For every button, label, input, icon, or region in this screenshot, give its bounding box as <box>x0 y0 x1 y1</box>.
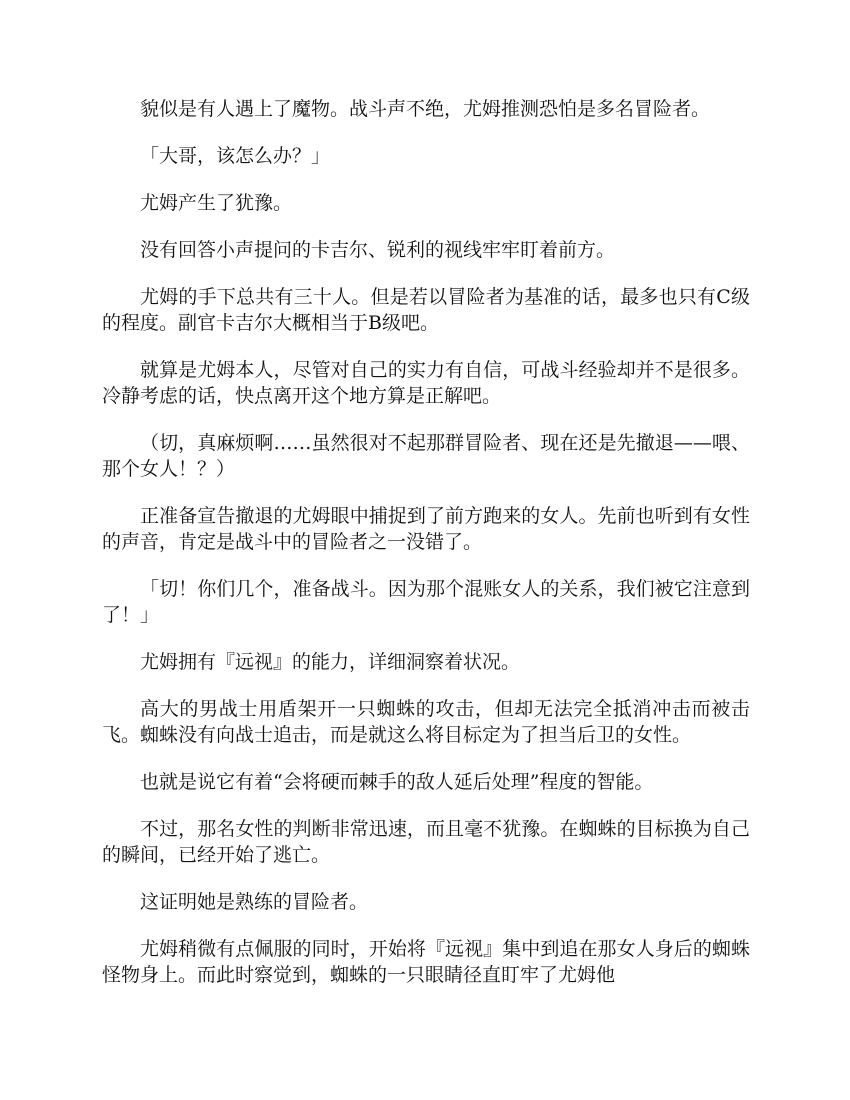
paragraph: 「大哥，该怎么办？」 <box>140 145 331 167</box>
paragraph: 就算是尤姆本人，尽管对自己的实力有自信，可战斗经验却并不是很多。冷静考虑的话，快点离开这个地方算是正解吧。 <box>102 359 750 407</box>
paragraph: 没有回答小声提问的卡吉尔、锐利的视线牢牢盯着前方。 <box>140 239 616 261</box>
paragraph: 不过，那名女性的判断非常迅速，而且毫不犹豫。在蜘蛛的目标换为自己的瞬间，已经开始了逃亡。 <box>102 818 750 866</box>
document-page <box>102 96 750 1009</box>
paragraph: 也就是说它有着“会将硬而棘手的敌人延后处理”程度的智能。 <box>140 771 654 793</box>
paragraph: 正准备宣告撤退的尤姆眼中捕捉到了前方跑来的女人。先前也听到有女性的声音，肯定是战斗中的冒险者之一没错了。 <box>102 505 750 553</box>
paragraph: 尤姆稍微有点佩服的同时，开始将『远视』集中到追在那女人身后的蜘蛛怪物身上。而此时察觉到，蜘蛛的一只眼睛径直盯牢了尤姆他 <box>102 938 750 986</box>
paragraph: 尤姆的手下总共有三十人。但是若以冒险者为基准的话，最多也只有C级的程度。副官卡吉尔大概相当于B级吧。 <box>102 286 750 334</box>
paragraph: （切，真麻烦啊……虽然很对不起那群冒险者、现在还是先撤退——喂、那个女人！？） <box>102 432 750 480</box>
paragraph: 这证明她是熟练的冒险者。 <box>140 891 369 913</box>
paragraph: 「切！你们几个，准备战斗。因为那个混账女人的关系，我们被它注意到了！」 <box>102 578 750 626</box>
paragraph: 尤姆拥有『远视』的能力，详细洞察着状况。 <box>140 651 521 673</box>
paragraph: 貌似是有人遇上了魔物。战斗声不绝，尤姆推测恐怕是多名冒险者。 <box>140 98 711 120</box>
paragraph: 高大的男战士用盾架开一只蜘蛛的攻击，但却无法完全抵消冲击而被击飞。蜘蛛没有向战士追击，而是就这么将目标定为了担当后卫的女性。 <box>102 698 750 746</box>
paragraph: 尤姆产生了犹豫。 <box>140 192 293 214</box>
